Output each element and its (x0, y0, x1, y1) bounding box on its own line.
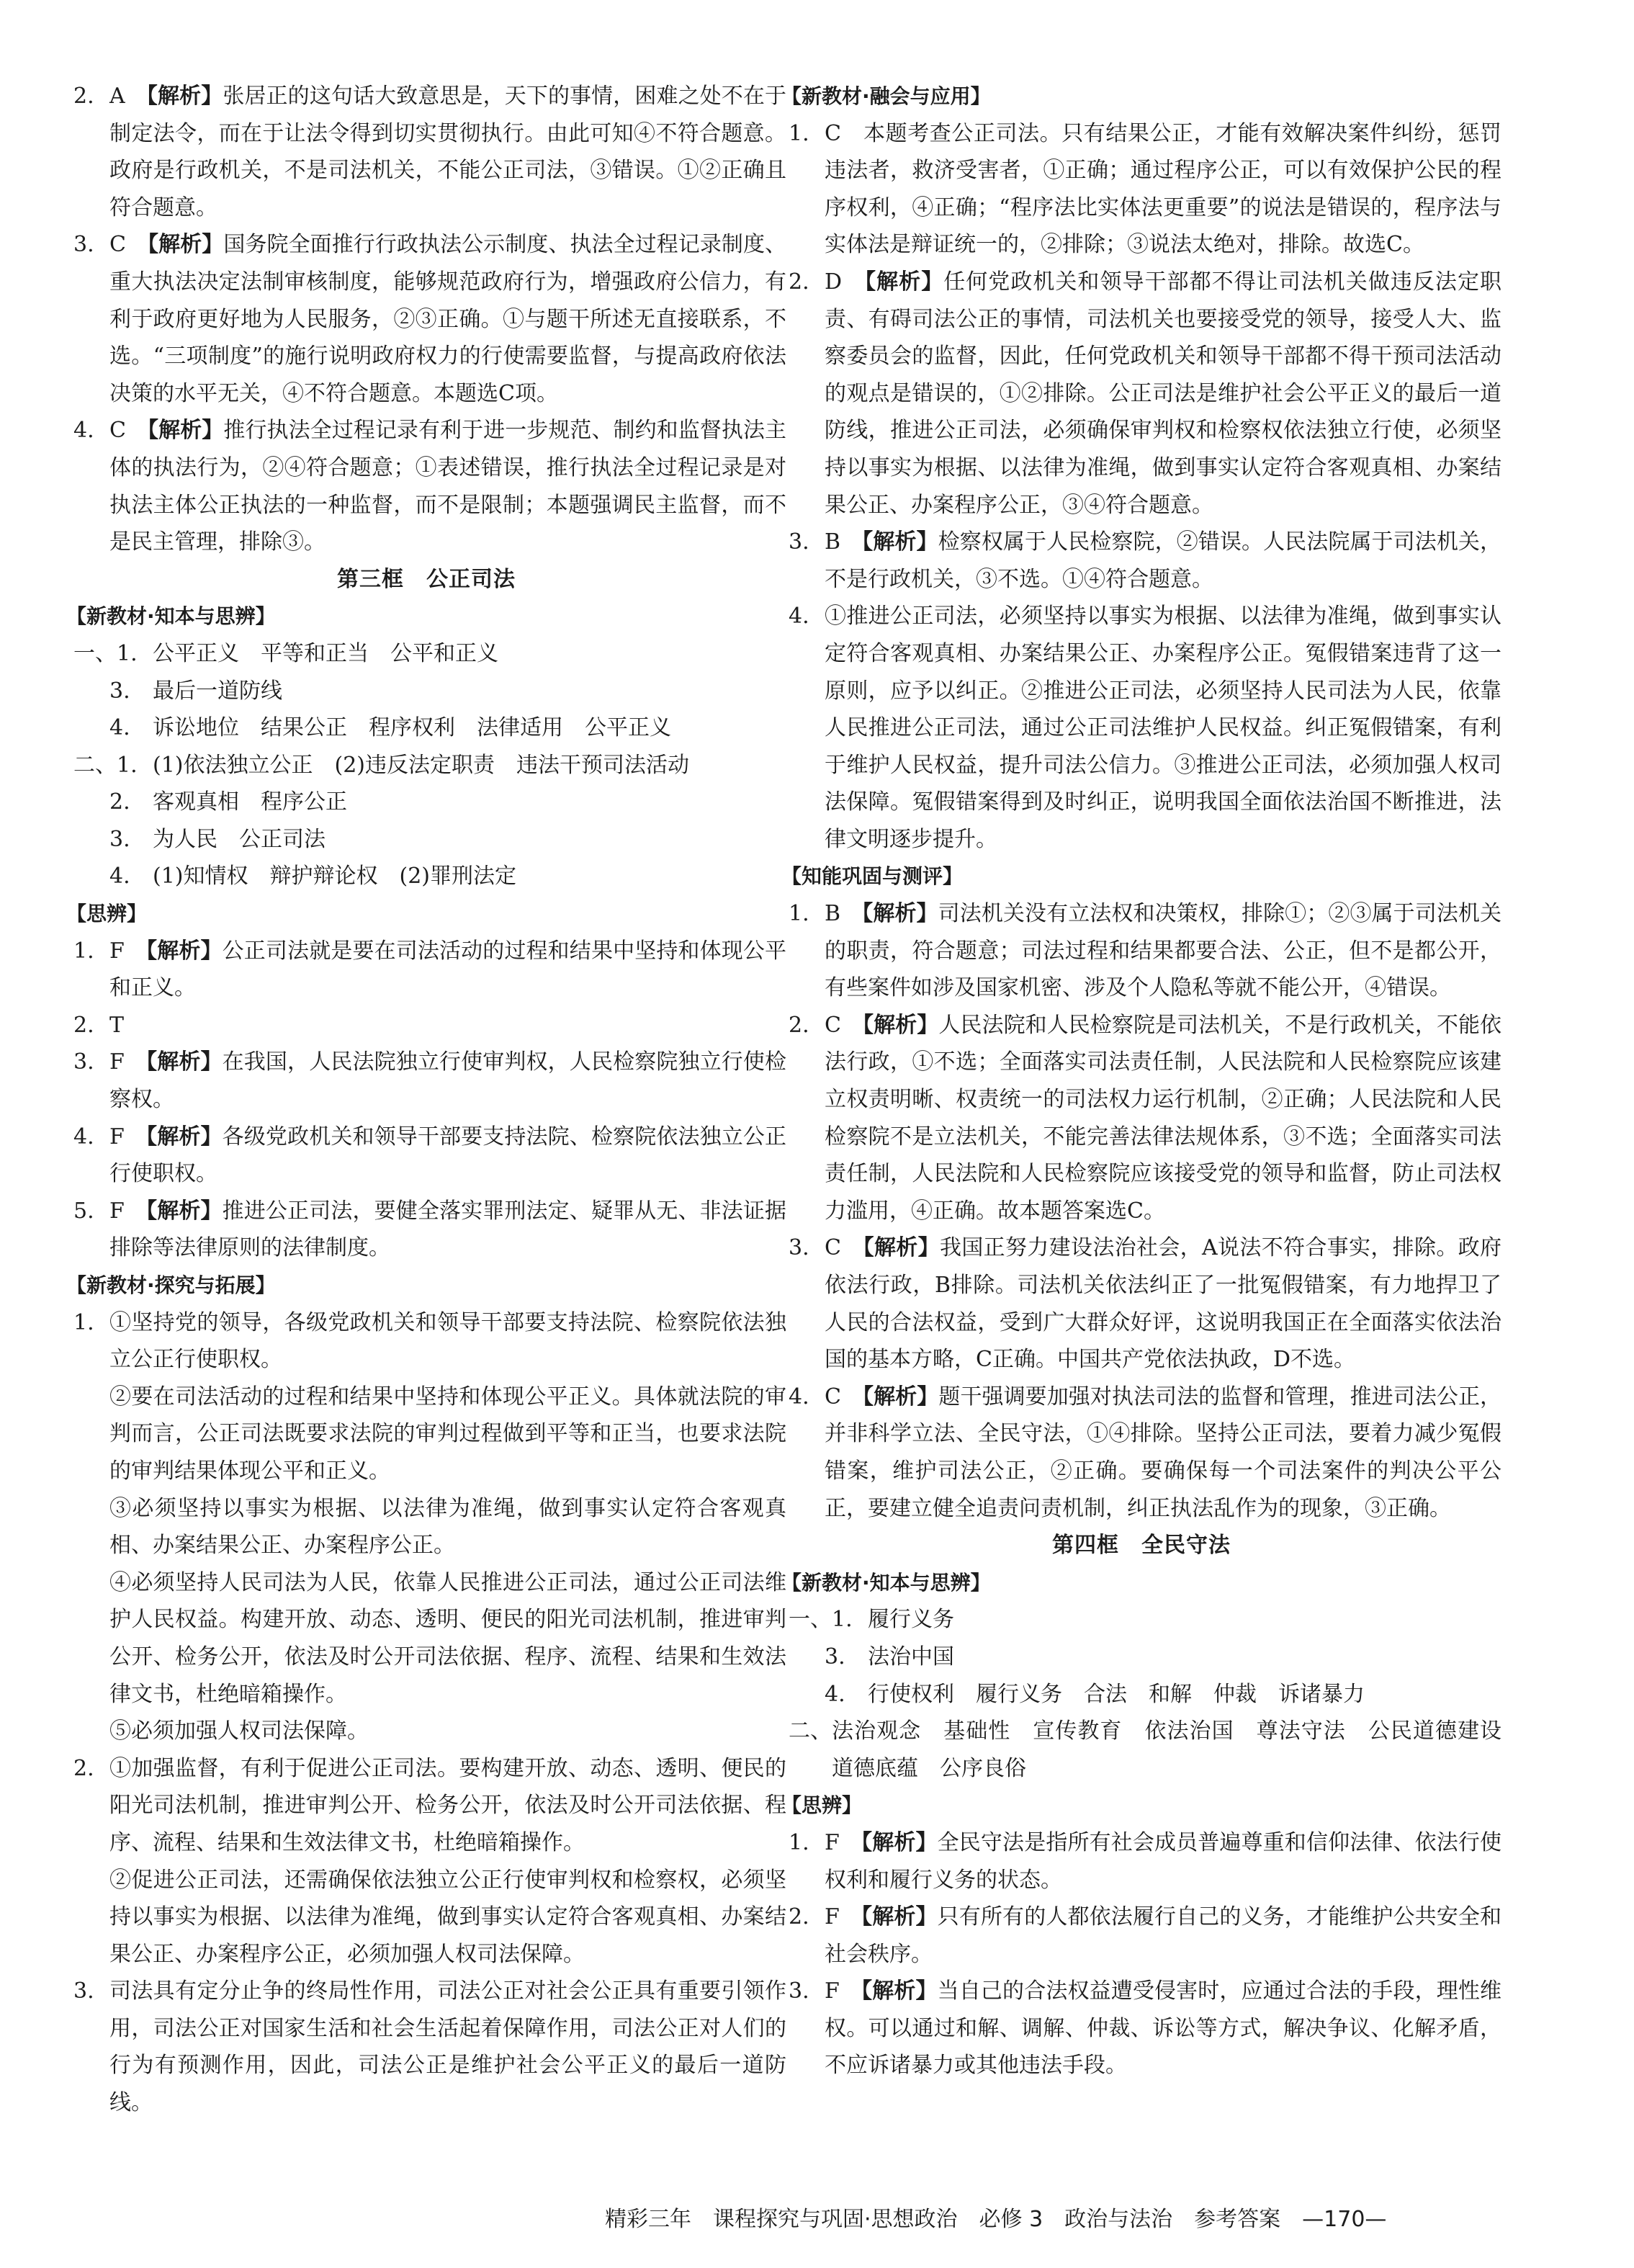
fill-answer: 履行义务 (868, 1607, 954, 1633)
analysis-text: 人民法院和人民检察院是司法机关，不是行政机关，不能依法行政，①不选；全面落实司法责任制，人民法院和人民检察院应该建立权责明晰、权责统一的司法权力运行机制，②正确；人民法院和人民检察院不是立法机关，不能完善法律法规体系，③不选；全面落实司法责任制，人民法院和人民检察院应该接受党的领导和监督，防止司法权力滥用，④正确。故本题答案选C。 (825, 1012, 1502, 1224)
tf-item (781, 1899, 1501, 1973)
answer-letter: D (825, 269, 843, 295)
explore-point: ⑤必须加强人权司法保障。 (109, 1718, 369, 1744)
fill-item (66, 858, 786, 895)
item-number: 4. (109, 864, 130, 889)
answer-letter: C (109, 232, 126, 258)
analysis-tag: 【解析】 (146, 938, 223, 964)
analysis-tag: 【解析】 (146, 1124, 223, 1149)
explore-point: ②促进公正司法，还需确保依法独立公正行使审判权和检察权，必须坚持以事实为根据、以法律为准绳，做到事实认定符合客观真相、办案结果公正、办案程序公正，必须加强人权司法保障。 (109, 1867, 786, 1967)
tf-item (781, 1824, 1501, 1899)
analysis-text: 检察权属于人民检察院，②错误。人民法院属于司法机关，不是行政机关，③不选。①④符合题意。 (825, 529, 1502, 592)
analysis-text: 推进公正司法，要健全落实罪刑法定、疑罪从无、非法证据排除等法律原则的法律制度。 (109, 1198, 787, 1261)
right-column (781, 78, 1523, 2084)
item-number: 1. (789, 120, 809, 146)
analysis-text: 本题考查公正司法。只有结果公正，才能有效解决案件纠纷，惩罚违法者，救济受害者，①正确；通过程序公正，可以有效保护公民的程序权利，④正确；“程序法比实体法更重要”的说法是错误的，程序法与实体法是辩证统一的，②排除；③说法太绝对，排除。故选C。 (825, 120, 1502, 258)
analysis-tag: 【解析】 (861, 1978, 938, 2004)
fill-item (781, 1713, 1523, 1787)
analysis-text: 在我国，人民法院独立行使审判权，人民检察院独立行使检察权。 (109, 1049, 787, 1113)
analysis-tag: 【解析】 (148, 232, 224, 258)
analysis-tag: 【解析】 (146, 1049, 223, 1075)
fill-item (66, 784, 786, 821)
subsection-heading: 【知能巩固与测评】 (781, 864, 964, 889)
fill-answer: 法治观念 基础性 宣传教育 依法治国 尊法守法 公民道德建设 道德底蕴 公序良俗 (832, 1718, 1523, 1781)
analysis-tag: 【解析】 (862, 901, 938, 927)
item-number: 1. (789, 901, 809, 927)
fill-item (781, 1601, 1501, 1639)
answer-letter: T (109, 1012, 125, 1038)
item-number: 4. (789, 604, 809, 629)
item-number: 5. (73, 1198, 94, 1224)
item-number: 3. (789, 1978, 809, 2004)
answer-item-4 (66, 412, 786, 560)
fill-answer: 最后一道防线 (153, 678, 282, 704)
item-number: 一、1. (789, 1607, 853, 1633)
section-title: 第四框 全民守法 (1052, 1533, 1231, 1559)
page-footer: 精彩三年 课程探究与巩固·思想政治 必修 3 政治与法治 参考答案 —170— (605, 2207, 1387, 2232)
item-number: 3. (73, 232, 94, 258)
section-title: 第三框 公正司法 (337, 566, 516, 592)
analysis-tag: 【解析】 (148, 418, 224, 444)
fill-answer: 客观真相 程序公正 (153, 789, 347, 815)
item-number: 2. (73, 1755, 94, 1781)
item-number: 4. (73, 1124, 94, 1149)
item-number: 3. (825, 1644, 845, 1669)
analysis-text: 我国正努力建设法治社会，A说法不符合事实，排除。政府依法行政，B排除。司法机关依法纠正了一批冤假错案，有力地捍卫了人民的合法权益，受到广大群众好评，这说明我国正在全面落实依法治国的基本方略，C正确。中国共产党依法执政，D不选。 (825, 1235, 1502, 1373)
item-number: 一、1. (73, 640, 138, 666)
answer-item-3 (66, 226, 786, 412)
tf-item (781, 1973, 1501, 2084)
item-number: 1. (73, 938, 94, 964)
analysis-text: ①推进公正司法，必须坚持以事实为根据、以法律为准绳，做到事实认定符合客观真相、办案结果公正、办案程序公正。冤假错案违背了这一原则，应予以纠正。②推进公正司法，必须坚持人民司法为人民，依靠人民推进公正司法，通过公正司法维护人民权益。纠正冤假错案，有利于维护人民权益，提升司法公信力。③推进公正司法，必须加强人权司法保障。冤假错案得到及时纠正，说明我国全面依法治国不断推进，法律文明逐步提升。 (825, 604, 1501, 852)
explore-point: 司法具有定分止争的终局性作用，司法公正对社会公正具有重要引领作用，司法公正对国家生活和社会生活起着保障作用，司法公正对人们的行为有预测作用，因此，司法公正是维护社会公平正义的最后一道防线。 (109, 1978, 786, 2116)
item-number: 3. (73, 1978, 94, 2004)
analysis-text: 张居正的这句话大致意思是，天下的事情，困难之处不在于制定法令，而在于让法令得到切实贯彻执行。由此可知④不符合题意。政府是行政机关，不是司法机关，不能公正司法，③错误。①②正确且符合题意。 (109, 84, 787, 220)
answer-letter: B (825, 901, 841, 927)
answer-letter: F (825, 1978, 840, 2004)
left-column (66, 78, 786, 2122)
answer-item (781, 1379, 1501, 1527)
analysis-text: 当自己的合法权益遭受侵害时，应通过合法的手段，理性维权。可以通过和解、调解、仲裁、诉讼等方式，解决争议、化解矛盾，不应诉诸暴力或其他违法手段。 (825, 1978, 1502, 2079)
fill-answer: 诉讼地位 结果公正 程序权利 法律适用 公平正义 (153, 715, 671, 741)
analysis-text: 全民守法是指所有社会成员普遍尊重和信仰法律、依法行使权利和履行义务的状态。 (825, 1829, 1502, 1893)
item-number: 1. (789, 1829, 809, 1855)
answer-letter: F (109, 1198, 125, 1224)
tf-item (66, 1119, 786, 1193)
fill-answer: 公平正义 平等和正当 公平和正义 (153, 640, 498, 666)
item-number: 4. (789, 1384, 809, 1409)
explore-point: ④必须坚持人民司法为人民，依靠人民推进公正司法，通过公正司法维护人民权益。构建开放、动态、透明、便民的阳光司法机制，推进审判公开、检务公开，依法及时公开司法依据、程序、流程、结果和生效法律文书，杜绝暗箱操作。 (109, 1569, 786, 1707)
tf-item (66, 1044, 786, 1118)
answer-letter: B (825, 529, 841, 555)
fill-item (66, 673, 786, 710)
fill-item (66, 709, 786, 747)
item-number: 4. (825, 1681, 845, 1707)
item-number: 4. (73, 418, 94, 444)
answer-item (781, 895, 1501, 1007)
answer-letter: C (109, 418, 126, 444)
item-number: 3. (789, 529, 809, 555)
analysis-tag: 【解析】 (863, 1012, 939, 1038)
answer-letter: F (109, 938, 125, 964)
fill-answer: 行使权利 履行义务 合法 和解 仲裁 诉诸暴力 (868, 1681, 1365, 1707)
fill-answer: 法治中国 (868, 1644, 954, 1669)
item-number: 二、1. (73, 752, 138, 778)
subsection-heading: 【思辨】 (66, 902, 148, 926)
analysis-text: 任何党政机关和领导干部都不得让司法机关做违反法定职责、有碍司法公正的事情，司法机关也要接受党的领导，接受人大、监察委员会的监督，因此，任何党政机关和领导干部都不得干预司法活动的观点是错误的，①②排除。公正司法是维护社会公平正义的最后一道防线，推进公正司法，必须确保审判权和检察权依法独立行使，必须坚持以事实为根据、以法律为准绳，做到事实认定符合客观真相、办案结果公正、办案程序公正，③④符合题意。 (825, 269, 1501, 518)
tf-item (66, 933, 786, 1007)
analysis-tag: 【解析】 (863, 1235, 940, 1261)
item-number: 3. (109, 678, 130, 704)
fill-item (66, 821, 786, 859)
analysis-tag: 【解析】 (146, 84, 223, 109)
item-number: 2. (109, 789, 130, 815)
answer-item (781, 115, 1501, 264)
fill-answer: (1)依法独立公正 (2)违反法定职责 违法干预司法活动 (153, 752, 689, 778)
explore-item-2 (66, 1750, 786, 1973)
item-number: 2. (73, 84, 94, 109)
fill-answer: (1)知情权 辩护辩论权 (2)罪刑法定 (153, 864, 516, 889)
fill-item (66, 635, 786, 673)
analysis-text: 各级党政机关和领导干部要支持法院、检察院依法独立公正行使职权。 (109, 1124, 787, 1187)
subsection-heading: 【思辨】 (781, 1793, 863, 1818)
answer-item (781, 598, 1501, 858)
item-number: 2. (789, 1012, 809, 1038)
item-number: 2. (73, 1012, 94, 1038)
analysis-tag: 【解析】 (861, 1829, 938, 1855)
answer-letter: C (825, 120, 841, 146)
explore-point: ②要在司法活动的过程和结果中坚持和体现公平正义。具体就法院的审判而言，公正司法既要求法院的审判过程做到平等和正当，也要求法院的审判结果体现公平和正义。 (109, 1384, 786, 1484)
analysis-text: 只有所有的人都依法履行自己的义务，才能维护公共安全和社会秩序。 (825, 1904, 1502, 1967)
item-number: 4. (109, 715, 130, 741)
item-number: 二、 (789, 1718, 832, 1744)
analysis-tag: 【解析】 (863, 1384, 939, 1409)
answer-letter: F (109, 1124, 125, 1149)
analysis-tag: 【解析】 (861, 1904, 938, 1930)
answer-letter: A (109, 84, 125, 109)
explore-point: ③必须坚持以事实为根据、以法律为准绳，做到事实认定符合客观真相、办案结果公正、办案程序公正。 (109, 1495, 786, 1559)
analysis-text: 司法机关没有立法权和决策权，排除①；②③属于司法机关的职责，符合题意；司法过程和结果都要合法、公正，但不是都公开，有些案件如涉及国家机密、涉及个人隐私等就不能公开，④错误。 (825, 901, 1502, 1001)
explore-item-3 (66, 1973, 786, 2121)
fill-item (66, 747, 786, 784)
item-number: 2. (789, 269, 809, 295)
answer-letter: C (825, 1012, 841, 1038)
analysis-text: 公正司法就是要在司法活动的过程和结果中坚持和体现公平和正义。 (109, 938, 787, 1001)
fill-answer: 为人民 公正司法 (153, 826, 326, 852)
answer-item (781, 1007, 1501, 1230)
answer-letter: F (825, 1829, 840, 1855)
analysis-text: 国务院全面推行行政执法公示制度、执法全过程记录制度、重大执法决定法制审核制度，能够规范政府行为，增强政府公信力，有利于政府更好地为人民服务，②③正确。①与题干所述无直接联系，不选。“三项制度”的施行说明政府权力的行使需要监督，与提高政府依法决策的水平无关，④不符合题意。本题选C项。 (109, 232, 787, 406)
explore-item-1 (66, 1304, 786, 1750)
fill-item (781, 1639, 1501, 1676)
explore-point: ①坚持党的领导，各级党政机关和领导干部要支持法院、检察院依法独立公正行使职权。 (109, 1309, 786, 1373)
item-number: 3. (73, 1049, 94, 1075)
subsection-heading: 【新教材·探究与拓展】 (66, 1273, 276, 1297)
analysis-tag: 【解析】 (146, 1198, 223, 1224)
subsection-heading: 【新教材·融会与应用】 (781, 84, 991, 108)
item-number: 1. (73, 1309, 94, 1335)
analysis-tag: 【解析】 (865, 269, 944, 295)
analysis-tag: 【解析】 (862, 529, 938, 555)
answer-item (781, 1229, 1501, 1378)
item-number: 2. (789, 1904, 809, 1930)
answer-item-2 (66, 78, 786, 226)
answer-letter: C (825, 1235, 841, 1261)
explore-point: ①加强监督，有利于促进公正司法。要构建开放、动态、透明、便民的阳光司法机制，推进审判公开、检务公开，依法及时公开司法依据、程序、流程、结果和生效法律文书，杜绝暗箱操作。 (109, 1755, 786, 1855)
item-number: 3. (109, 826, 130, 852)
answer-item (781, 524, 1501, 598)
answer-letter: C (825, 1384, 841, 1409)
answer-letter: F (825, 1904, 840, 1930)
subsection-heading: 【新教材·知本与思辨】 (66, 604, 276, 629)
tf-item (66, 1007, 786, 1044)
answer-item (781, 264, 1501, 524)
answer-letter: F (109, 1049, 125, 1075)
analysis-text: 推行执法全过程记录有利于进一步规范、制约和监督执法主体的执法行为，②④符合题意；①表述错误，推行执法全过程记录是对执法主体公正执法的一种监督，而不是限制；本题强调民主监督，而不是民主管理，排除③。 (109, 418, 787, 555)
analysis-text: 题干强调要加强对执法司法的监督和管理，推进司法公正，并非科学立法、全民守法，①④排除。坚持公正司法，要着力减少冤假错案，维护司法公正，②正确。要确保每一个司法案件的判决公平公正，要建立健全追责问责机制，纠正执法乱作为的现象，③正确。 (825, 1384, 1502, 1521)
subsection-heading: 【新教材·知本与思辨】 (781, 1570, 991, 1595)
tf-item (66, 1193, 786, 1267)
fill-item (781, 1676, 1501, 1713)
item-number: 3. (789, 1235, 809, 1261)
